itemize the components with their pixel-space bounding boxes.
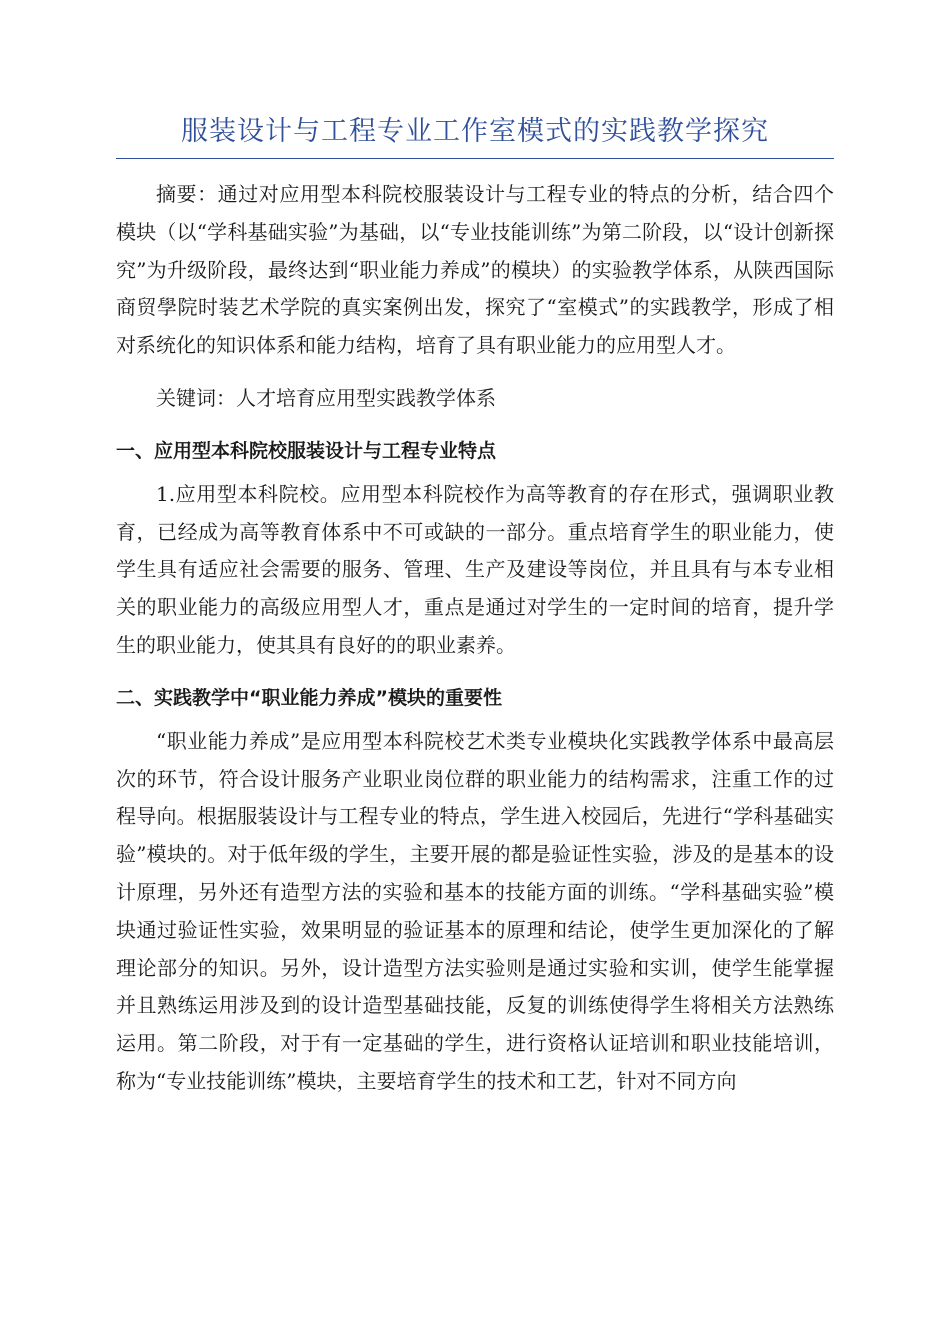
section-2-paragraph: “职业能力养成”是应用型本科院校艺术类专业模块化实践教学体系中最高层次的环节，符合设计服务产业职业岗位群的职业能力的结构需求，注重工作的过程导向。根据服装设计与工程专业的特点，学生进入校园后，先进行“学科基础实验”模块的。对于低年级的学生，主要开展的都是验证性实验，涉及的是基本的设计原理，另外还有造型方法的实验和基本的技能方面的训练。“学科基础实验”模块通过验证性实验，效果明显的验证基本的原理和结论，使学生更加深化的了解理论部分的知识。另外，设计造型方法实验则是通过实验和实训，使学生能掌握并且熟练运用涉及到的设计造型基础技能，反复的训练使得学生将相关方法熟练运用。第二阶段，对于有一定基础的学生，进行资格认证培训和职业技能培训，称为“专业技能训练”模块，主要培育学生的技术和工艺，针对不同方向 (116, 728, 834, 1093)
page-title: 服装设计与工程专业工作室模式的实践教学探究 (181, 116, 769, 147)
section-heading-1: 一、应用型本科院校服装设计与工程专业特点 (116, 439, 497, 462)
section-heading-2: 二、实践教学中“职业能力养成”模块的重要性 (116, 686, 502, 709)
section-1-paragraph: 1.应用型本科院校。应用型本科院校作为高等教育的存在形式，强调职业教育，已经成为高等教育体系中不可或缺的一部分。重点培育学生的职业能力，使学生具有适应社会需要的服务、管理、生产及建设等岗位，并且具有与本专业相关的职业能力的高级应用型人才，重点是通过对学生的一定时间的培育，提升学生的职业能力，使其具有良好的的职业素养。 (116, 481, 834, 657)
abstract-paragraph: 摘要：通过对应用型本科院校服装设计与工程专业的特点的分析，结合四个模块（以“学科基础实验”为基础，以“专业技能训练”为第二阶段，以“设计创新探究”为升级阶段，最终达到“职业能力养成”的模块）的实验教学体系，从陕西国际商贸學院时装艺术学院的真实案例出发，探究了“室模式”的实践教学，形成了相对系统化的知识体系和能力结构，培育了具有职业能力的应用型人才。 (116, 182, 834, 358)
keywords-paragraph: 关键词：人才培育应用型实践教学体系 (156, 385, 496, 410)
document-body (116, 176, 834, 1101)
title-block (116, 112, 834, 159)
